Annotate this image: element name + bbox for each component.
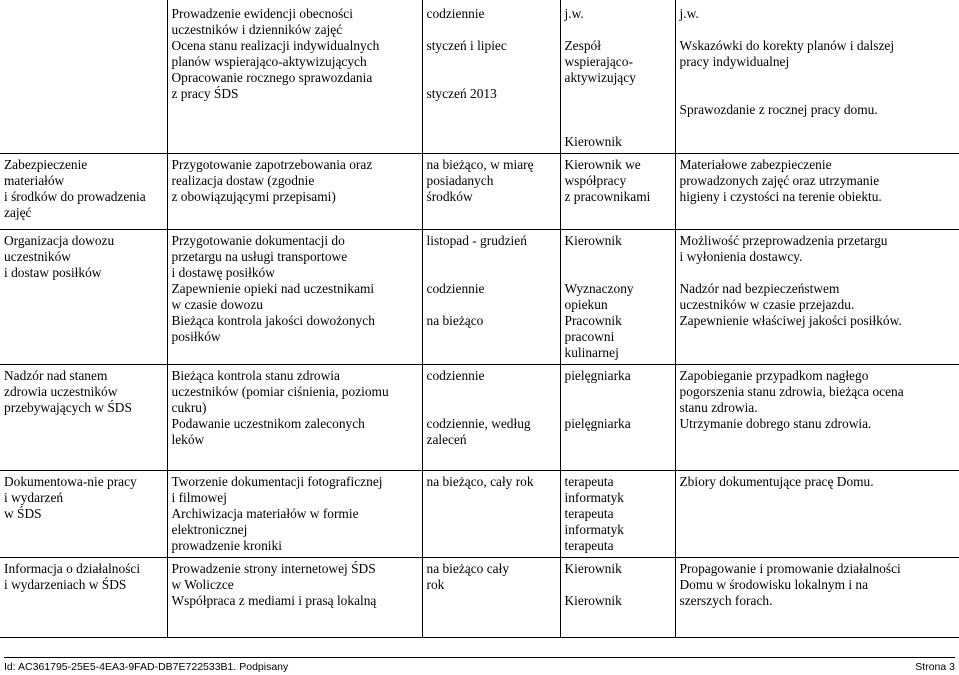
cell-term [422,558,560,638]
cell-line: współpracy [564,173,627,188]
cell-line: planów wspierająco-aktywizujących [171,54,367,69]
cell-line: informatyk [564,522,624,537]
cell-effects [675,154,959,230]
cell-line: Zabezpieczenie [4,157,88,172]
cell-line: uczestników i dzienników zajęć [171,22,343,37]
cell-line [427,54,556,70]
cell-line: realizacja dostaw (zgodnie [171,173,315,188]
cell-line [680,70,956,86]
cell-line: Podawanie uczestnikom zaleconych [171,416,365,431]
cell-line: w czasie dowozu [171,297,263,312]
cell-line: Materiałowe zabezpieczenie [679,157,832,172]
cell-line: styczeń i lipiec [426,38,507,53]
cell-line: kulinarnej [564,345,619,360]
cell-line: Utrzymanie dobrego stanu zdrowia. [679,416,872,431]
cell-line: Kierownik we [564,157,641,172]
cell-line: Zapewnienie opieki nad uczestnikami [171,281,375,296]
cell-line: Bieżąca kontrola stanu zdrowia [171,368,340,383]
cell-line [680,265,956,281]
cell-line: w ŚDS [4,506,42,521]
cell-term [422,0,560,154]
cell-line: prowadzonych zajęć oraz utrzymanie [679,173,880,188]
cell-line: i środków do prowadzenia [4,189,146,204]
cell-line: przetargu na usługi transportowe [171,249,348,264]
cell-line: zdrowia uczestników [4,384,118,399]
cell-responsible [560,365,675,471]
cell-line: Zespół [564,38,601,53]
cell-area [0,471,167,558]
cell-area [0,0,167,154]
cell-line: cukru) [171,400,207,415]
cell-line: Archiwizacja materiałów w formie [171,506,359,521]
cell-line: Prowadzenie strony internetowej ŚDS [171,561,376,576]
cell-line: elektronicznej [171,522,248,537]
cell-line: aktywizujący [564,70,636,85]
cell-term [422,230,560,365]
cell-line: Organizacja dowozu [4,233,115,248]
cell-area [0,154,167,230]
table-row [0,471,959,558]
cell-line: leków [171,432,205,447]
cell-line: i dostawę posiłków [171,265,275,280]
cell-line: listopad - grudzień [426,233,527,248]
cell-line: Propagowanie i promowanie działalności [679,561,901,576]
cell-line: i dostaw posiłków [4,265,102,280]
cell-line: na bieżąco [426,313,484,328]
cell-line [565,102,671,118]
cell-line: zajęć [4,205,32,220]
cell-line [565,86,671,102]
cell-line: i wydarzeniach w ŚDS [4,577,127,592]
cell-line [427,297,556,313]
cell-line: posiłków [171,329,221,344]
cell-line: Nadzór nad stanem [4,368,108,383]
table-row [0,154,959,230]
cell-line: Domu w środowisku lokalnym i na [679,577,869,592]
cell-line [565,249,671,265]
cell-line: prowadzenie kroniki [171,538,282,553]
cell-line: codziennie [426,368,485,383]
cell-line: Dokumentowa-nie pracy [4,474,137,489]
cell-line: Kierownik [564,561,622,576]
cell-line: higieny i czystości na terenie obiektu. [679,189,882,204]
table-row [0,230,959,365]
cell-line: Ocena stanu realizacji indywidualnych [171,38,380,53]
cell-line: informatyk [564,490,624,505]
cell-line: Kierownik [564,134,622,149]
cell-line: na bieżąco, cały rok [426,474,534,489]
cell-line [427,400,556,416]
cell-line: Prowadzenie ewidencji obecności [171,6,353,21]
cell-line [565,265,671,281]
cell-line: terapeuta [564,474,614,489]
cell-line: Przygotowanie dokumentacji do [171,233,345,248]
cell-tasks [167,558,422,638]
cell-line [680,22,956,38]
cell-responsible [560,558,675,638]
cell-line: Przygotowanie zapotrzebowania oraz [171,157,373,172]
cell-line: wspierająco- [564,54,633,69]
cell-line: codziennie [426,281,485,296]
cell-line: Nadzór nad bezpieczeństwem [679,281,840,296]
cell-term [422,154,560,230]
cell-line: Tworzenie dokumentacji fotograficznej [171,474,383,489]
cell-line: pielęgniarka [564,368,631,383]
cell-line: szerszych forach. [679,593,773,608]
cell-line: przebywających w ŚDS [4,400,132,415]
cell-line: z obowiązującymi przepisami) [171,189,336,204]
cell-effects [675,471,959,558]
cell-line: j.w. [679,6,699,21]
cell-line: i wydarzeń [4,490,64,505]
cell-line: z pracownikami [564,189,651,204]
cell-line: uczestników [4,249,71,264]
cell-line [427,249,556,265]
cell-line: Bieżąca kontrola jakości dowożonych [171,313,375,328]
cell-line: na bieżąco cały [426,561,510,576]
cell-line [427,70,556,86]
cell-line: Kierownik [564,233,622,248]
cell-term [422,365,560,471]
cell-tasks [167,471,422,558]
cell-area [0,365,167,471]
cell-responsible [560,154,675,230]
cell-line: pielęgniarka [564,416,631,431]
cell-tasks [167,365,422,471]
cell-line: Możliwość przeprowadzenia przetargu [679,233,888,248]
cell-effects [675,365,959,471]
cell-line: i wyłonienia dostawcy. [679,249,803,264]
cell-line: Pracownik [564,313,622,328]
cell-line: codziennie, według [426,416,531,431]
cell-responsible [560,471,675,558]
cell-line: pogorszenia stanu zdrowia, bieżąca ocena [679,384,904,399]
cell-line: Opracowanie rocznego sprawozdania [171,70,373,85]
cell-line: Wyznaczony [564,281,634,296]
cell-line: codziennie [426,6,485,21]
cell-line: Sprawozdanie z rocznej pracy domu. [679,102,878,117]
cell-line [565,577,671,593]
cell-effects [675,0,959,154]
cell-line [427,22,556,38]
cell-line: Zbiory dokumentujące pracę Domu. [679,474,874,489]
cell-tasks [167,0,422,154]
cell-tasks [167,230,422,365]
cell-term [422,471,560,558]
cell-line: posiadanych [426,173,494,188]
cell-line: Zapobieganie przypadkom nagłego [679,368,869,383]
cell-line: i filmowej [171,490,227,505]
cell-area [0,230,167,365]
cell-line: materiałów [4,173,65,188]
cell-line: Współpraca z mediami i prasą lokalną [171,593,377,608]
cell-line: Kierownik [564,593,622,608]
cell-line: j.w. [564,6,584,21]
table-row [0,558,959,638]
cell-line: pracowni [564,329,615,344]
document-id: Id: AC361795-25E5-4EA3-9FAD-DB7E722533B1. Podpisany [4,661,289,673]
cell-line [565,384,671,400]
cell-area [0,558,167,638]
cell-line [565,400,671,416]
cell-line: z pracy ŚDS [171,86,239,101]
cell-line [565,118,671,134]
cell-line [680,86,956,102]
cell-line: na bieżąco, w miarę [426,157,534,172]
page-footer [4,657,955,674]
cell-line: opiekun [564,297,608,312]
table-row [0,365,959,471]
page-number: Strona 3 [915,661,955,673]
cell-tasks [167,154,422,230]
cell-line: uczestników w czasie przejazdu. [679,297,855,312]
cell-line: terapeuta [564,538,614,553]
cell-effects [675,230,959,365]
cell-line: Zapewnienie właściwej jakości posiłków. [679,313,902,328]
cell-effects [675,558,959,638]
cell-line: pracy indywidualnej [679,54,790,69]
cell-line: rok [426,577,445,592]
cell-responsible [560,230,675,365]
cell-line: styczeń 2013 [426,86,497,101]
table-row [0,0,959,154]
cell-line: Informacja o działalności [4,561,141,576]
cell-line [427,265,556,281]
cell-line: w Woliczce [171,577,234,592]
cell-line: zaleceń [426,432,467,447]
cell-line: uczestników (pomiar ciśnienia, poziomu [171,384,389,399]
cell-line: środków [426,189,473,204]
cell-line [427,384,556,400]
cell-line: Wskazówki do korekty planów i dalszej [679,38,895,53]
cell-line [565,22,671,38]
cell-line: stanu zdrowia. [679,400,758,415]
cell-responsible [560,0,675,154]
cell-line: terapeuta [564,506,614,521]
